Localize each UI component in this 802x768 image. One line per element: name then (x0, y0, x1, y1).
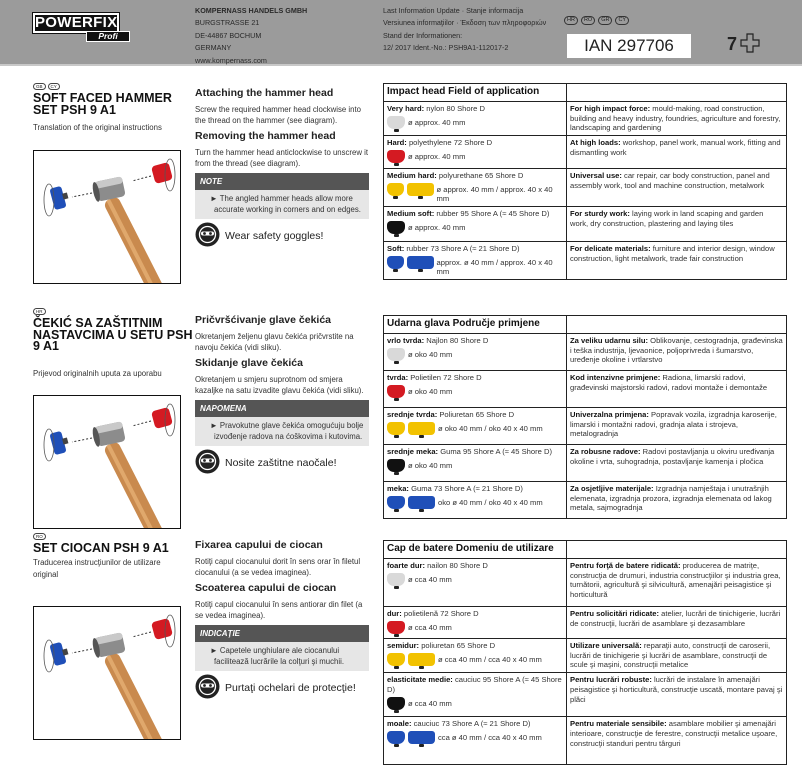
table-row (384, 639, 787, 673)
info-line: Stand der Informationen: (383, 30, 463, 40)
application-lead: For high impact force: (570, 104, 651, 113)
table-heading: Udarna glava Područje primjene (384, 316, 567, 334)
application-cell (567, 334, 787, 371)
language-code: RO (33, 533, 46, 540)
application-lead: Pentru lucrări robuste: (570, 675, 652, 685)
remove-text: Okretanjem u smjeru suprotnom od smjera kazaljke na satu izvadite glavu čekića (vidi sliku). (195, 375, 364, 395)
cap-size: ø cca 40 mm (408, 574, 452, 584)
cap-size: ø cca 40 mm (408, 622, 452, 632)
table-heading: Impact head Field of application (384, 84, 567, 102)
white-hammer-cap-image (387, 348, 405, 361)
cap-swatches (387, 621, 563, 634)
yellow-hammer-cap-image (387, 422, 405, 435)
application-cell (567, 408, 787, 445)
safety-goggles-icon (195, 222, 220, 250)
info-line: Last Information Update · Stanje informacija (383, 6, 524, 15)
cap-size: ø approx. 40 mm / approx. 40 x 40 mm (436, 184, 553, 204)
table-row (384, 241, 787, 279)
note-text: ► The angled hammer heads allow more accurate working in corners and on edges. (195, 190, 369, 219)
attach-text: Screw the required hammer head clockwise into the thread on the hammer (see diagram). (195, 105, 361, 125)
attach-text: Rotiţi capul ciocanului dorit în sens orar în filetul ciocanului (a se vedea imaginea). (195, 557, 361, 577)
hardness-label: dur: (387, 609, 402, 618)
table-heading-empty (567, 316, 787, 334)
company-address (195, 5, 307, 67)
blue-hammer-cap-image (387, 496, 405, 509)
application-cell (567, 639, 787, 673)
application-text: lucrări de instalare în amenajări peisagistice şi horticultură, construcţie uscată, montare pavaj şi plăci (570, 675, 783, 704)
company-name: KOMPERNASS HANDELS GMBH (195, 6, 308, 15)
impact-head-cell (384, 673, 567, 717)
material: rubber 73 Shore A (≈ 21 Shore D) (404, 243, 520, 253)
red-hammer-cap-image (387, 621, 405, 634)
material: polyethylene 72 Shore D (406, 138, 493, 148)
application-lead: For delicate materials: (570, 243, 651, 253)
white-hammer-cap-image (387, 573, 405, 586)
black-hammer-cap-image (387, 221, 405, 234)
plus-outline-icon (740, 33, 760, 53)
cap-size: ø oko 40 mm (408, 349, 453, 359)
goggles-text: Wear safety goggles! (225, 230, 324, 242)
application-cell (567, 136, 787, 169)
application-lead: At high loads: (570, 138, 621, 148)
table-row (384, 408, 787, 445)
hardness-label: Very hard: (387, 104, 425, 113)
material: polyurethane 65 Shore D (436, 171, 524, 181)
cap-swatches (387, 256, 563, 277)
application-cell (567, 445, 787, 482)
impact-head-cell (384, 639, 567, 673)
hammer-diagram (33, 150, 181, 284)
cap-size: approx. ø 40 mm / approx. 40 x 40 mm (436, 257, 553, 277)
table-header (384, 316, 787, 334)
cap-size: ø cca 40 mm / cca 40 x 40 mm (438, 654, 542, 664)
application-lead: Za osjetljive materijale: (570, 484, 654, 493)
hammer-diagram (33, 395, 181, 529)
application-lead: Za robusne radove: (570, 447, 641, 456)
cap-swatches (387, 573, 563, 586)
table-header (384, 541, 787, 559)
cap-swatches (387, 653, 563, 666)
country-code: CY (615, 16, 629, 25)
attach-heading: Pričvršćivanje glave čekića (195, 314, 332, 326)
language-flags (33, 83, 60, 90)
attach-heading: Fixarea capului de ciocan (195, 539, 323, 551)
hardness-label: srednje tvrda: (387, 410, 438, 419)
hardness-label: vrlo tvrda: (387, 336, 425, 345)
cap-swatches (387, 697, 563, 710)
cap-swatches (387, 116, 563, 129)
remove-heading: Skidanje glave čekića (195, 357, 303, 369)
safety-goggles-warning (195, 674, 369, 702)
material: nylon 80 Shore D (424, 104, 485, 113)
yellow-hammer-cap-image (407, 183, 433, 196)
hammer-diagram (33, 606, 181, 740)
material: Polietilen 72 Shore D (408, 373, 482, 382)
impact-head-cell (384, 371, 567, 408)
profi-logo: Profi (86, 31, 130, 42)
impact-head-cell (384, 717, 567, 765)
impact-head-cell (384, 102, 567, 136)
info-line: Versiunea informaţiilor · Έκδοση των πληροφοριών (383, 18, 547, 28)
application-text: asamblare mobilier şi amenajări interioare, construcţie de ferestre, construcţii metalice uşoare, construcţii standuri pentru târguri (570, 719, 778, 748)
cap-size: oko ø 40 mm / oko 40 x 40 mm (438, 497, 543, 507)
yellow-hammer-cap-image (387, 653, 405, 666)
impact-head-cell (384, 206, 567, 241)
hardness-label: meka: (387, 484, 409, 493)
hardness-label: elasticitate medie: (387, 675, 453, 685)
ian-number: IAN 297706 (567, 34, 691, 58)
address-line: BURGSTRASSE 21 (195, 18, 260, 28)
goggles-text: Nosite zaštitne naočale! (225, 457, 337, 469)
material: Guma 73 Shore A (≈ 21 Shore D) (408, 484, 523, 493)
cap-size: ø approx. 40 mm (408, 151, 466, 161)
table-row (384, 673, 787, 717)
language-section (0, 80, 802, 305)
application-text: atelier, lucrări de tinichigerie, lucrări de construcţii, lucrări de asamblare şi dezasamblare (570, 609, 781, 628)
table-row (384, 607, 787, 639)
cap-swatches (387, 221, 563, 234)
application-cell (567, 717, 787, 765)
material: Najlon 80 Shore D (424, 336, 489, 345)
hardness-label: Medium hard: (387, 171, 437, 181)
remove-text: Rotiţi capul ciocanului în sens antiorar din filet (a se vedea imaginea). (195, 600, 363, 620)
impact-head-cell (384, 334, 567, 371)
application-text: furniture and interior design, window construction, light metalwork, trade fair construction (570, 243, 775, 263)
material: Guma 95 Shore A (≈ 45 Shore D) (438, 447, 552, 456)
cap-size: cca ø 40 mm / cca 40 x 40 mm (438, 732, 542, 742)
language-code: HR (33, 308, 46, 315)
language-flags (33, 533, 46, 540)
impact-head-table (383, 315, 787, 519)
application-text: reparaţii auto, construcţii de caroserii, lucrări de tinichigerie şi lucrări de asamblare, construcţii de scule şi maşini, construcţii metalice (570, 641, 771, 670)
blue-hammer-cap-image (408, 731, 435, 744)
language-section (0, 530, 802, 755)
yellow-hammer-cap-image (387, 183, 404, 196)
impact-head-cell (384, 445, 567, 482)
ident-number: 12/ 2017 Ident.-No.: PSH9A1-112017-2 (383, 43, 509, 53)
yellow-hammer-cap-image (408, 653, 435, 666)
application-lead: Utilizare universală: (570, 641, 642, 650)
cap-swatches (387, 422, 563, 435)
instructions (195, 86, 369, 250)
hardness-label: srednje meka: (387, 447, 439, 456)
application-cell (567, 169, 787, 207)
cap-size: ø oko 40 mm / oko 40 x 40 mm (438, 423, 543, 433)
material: cauciuc 73 Shore A (≈ 21 Shore D) (411, 719, 531, 729)
impact-head-cell (384, 241, 567, 279)
application-lead: Pentru materiale sensibile: (570, 719, 667, 729)
subtitle: Prijevod originalnih uputa za uporabu (33, 369, 162, 378)
application-lead: Univerzalna primjena: (570, 410, 649, 419)
hardness-label: foarte dur: (387, 561, 425, 570)
black-hammer-cap-image (387, 697, 405, 710)
table-heading-empty (567, 84, 787, 102)
language-section (0, 305, 802, 530)
application-text: car repair, car body construction, panel and assembly work, tool and machine construction, metalwork (570, 171, 770, 190)
material: Poliuretan 65 Shore D (437, 410, 515, 419)
page-number: 7 (727, 34, 738, 54)
remove-heading: Removing the hammer head (195, 130, 336, 142)
table-heading-empty (567, 541, 787, 559)
hardness-label: Medium soft: (387, 208, 435, 218)
application-lead: Pentru solicitări ridicate: (570, 609, 660, 618)
safety-goggles-warning (195, 222, 369, 250)
application-text: Oblikovanje, cestogradnja, građevinska i teška industrija, ljevaonice, poljoprivreda i šumarstvo, uređenje okoline i vrtlarstvo (570, 336, 783, 365)
impact-head-cell (384, 607, 567, 639)
country-code: HR (564, 16, 578, 25)
instructions (195, 313, 369, 477)
application-cell (567, 482, 787, 519)
application-cell (567, 102, 787, 136)
product-title: SET CIOCAN PSH 9 A1 (33, 541, 169, 555)
material: cauciuc 95 Shore A (≈ 45 Shore D) (387, 675, 562, 694)
subtitle: Translation of the original instructions (33, 123, 162, 132)
country-codes (564, 16, 629, 25)
application-lead: For sturdy work: (570, 208, 630, 218)
hardness-label: tvrda: (387, 373, 409, 382)
blue-hammer-cap-image (387, 256, 404, 269)
table-row (384, 482, 787, 519)
application-cell (567, 206, 787, 241)
product-title: ČEKIĆ SA ZAŠTITNIM NASTAVCIMA U SETU PSH 9 A1 (33, 316, 193, 353)
table-row (384, 559, 787, 607)
application-text: Izgradnja namještaja i unutrašnjih elemenata, izgradnja prozora, izgradnja elemenata od lakog metala, sajmogradnja (570, 484, 772, 513)
white-hammer-cap-image (387, 116, 405, 129)
language-code: GB (33, 83, 46, 90)
cap-swatches (387, 150, 563, 163)
cap-size: ø approx. 40 mm (408, 222, 466, 232)
application-text: laying work in land scaping and garden work, dry construction, plastering and laying tiles (570, 208, 764, 228)
table-row (384, 371, 787, 408)
cap-size: ø oko 40 mm (408, 386, 453, 396)
application-text: Popravak vozila, izgradnja karoserije, limarski i montažni radovi, gradnja alata i strojeva, metalogradnja (570, 410, 777, 439)
application-lead: Kod intenzivne primjene: (570, 373, 661, 382)
address-line: GERMANY (195, 43, 232, 53)
application-lead: Universal use: (570, 171, 622, 181)
goggles-text: Purtaţi ochelari de protecţie! (225, 682, 356, 694)
cap-swatches (387, 348, 563, 361)
application-cell (567, 371, 787, 408)
blue-hammer-cap-image (387, 731, 405, 744)
material: rubber 95 Shore A (≈ 45 Shore D) (434, 208, 550, 218)
material: nailon 80 Shore D (424, 561, 488, 570)
page-header (0, 0, 802, 66)
language-flags (33, 308, 46, 315)
hardness-label: semidur: (387, 641, 420, 650)
safety-goggles-warning (195, 449, 369, 477)
application-text: workshop, panel work, manual work, fitting and dismantling work (570, 138, 781, 157)
cap-size: ø cca 40 mm (408, 698, 452, 708)
subtitle: Traducerea instrucţiunilor de utilizare original (33, 558, 161, 579)
blue-hammer-cap-image (408, 496, 435, 509)
hardness-label: Hard: (387, 138, 407, 148)
remove-text: Turn the hammer head anticlockwise to unscrew it from the thread (see diagram). (195, 148, 369, 168)
application-cell (567, 607, 787, 639)
note-title: NOTE (195, 173, 369, 190)
yellow-hammer-cap-image (408, 422, 435, 435)
cap-swatches (387, 183, 563, 204)
black-hammer-cap-image (387, 459, 405, 472)
powerfix-logo: POWERFIX (35, 14, 118, 31)
table-row (384, 169, 787, 207)
application-cell (567, 559, 787, 607)
safety-goggles-icon (195, 674, 220, 702)
table-row (384, 136, 787, 169)
impact-head-cell (384, 559, 567, 607)
cap-swatches (387, 459, 563, 472)
impact-head-cell (384, 408, 567, 445)
blue-hammer-cap-image (407, 256, 433, 269)
application-text: producerea de matriţe, construcţia de drumuri, industria construcţiilor şi industria grea, turnătorii, agricultură şi silvicultură, amenajări peisagistice şi horticultură (570, 561, 781, 600)
table-row (384, 206, 787, 241)
country-code: GR (598, 16, 612, 25)
application-cell (567, 673, 787, 717)
impact-head-cell (384, 169, 567, 207)
cap-swatches (387, 731, 563, 744)
cap-swatches (387, 496, 563, 509)
application-text: Radovi postavljanja u okviru uređivanja okoline i vrta, suhogradnja, postavljanje kamenja i pločica (570, 447, 775, 466)
hardness-label: Soft: (387, 243, 405, 253)
impact-head-table (383, 83, 787, 280)
application-lead: Pentru forţă de batere ridicată: (570, 561, 681, 570)
attach-heading: Attaching the hammer head (195, 87, 334, 99)
impact-head-table (383, 540, 787, 765)
red-hammer-cap-image (387, 150, 405, 163)
material: poliuretan 65 Shore D (419, 641, 496, 650)
language-code: CY (48, 83, 60, 90)
application-lead: Za veliku udarnu silu: (570, 336, 649, 345)
impact-head-cell (384, 136, 567, 169)
information-update (383, 5, 546, 55)
table-heading: Cap de batere Domeniu de utilizare (384, 541, 567, 559)
website-link[interactable]: www.kompernass.com (195, 55, 267, 65)
hardness-label: moale: (387, 719, 412, 729)
impact-head-cell (384, 482, 567, 519)
cap-size: ø oko 40 mm (408, 460, 453, 470)
table-row (384, 445, 787, 482)
material: polietilenă 72 Shore D (401, 609, 479, 618)
note-title: NAPOMENA (195, 400, 369, 417)
instructions (195, 538, 369, 702)
cap-size: ø approx. 40 mm (408, 117, 466, 127)
note-text: ► Pravokutne glave čekića omogućuju bolje izvođenje radova na ćoškovima i kutovima. (195, 417, 369, 446)
address-line: DE-44867 BOCHUM (195, 30, 262, 40)
application-cell (567, 241, 787, 279)
product-title: SOFT FACED HAMMER SET PSH 9 A1 (33, 91, 172, 117)
cap-swatches (387, 385, 563, 398)
table-row (384, 717, 787, 765)
application-text: mould-making, road construction, building and heavy industry, foundries, agriculture and forestry, landscaping and gardening (570, 104, 781, 133)
application-text: Radiona, limarski radovi, građevinski majstorski radovi, radovi montaže i demontaže (570, 373, 768, 392)
note-text: ► Capetele unghiulare ale ciocanului facilitează lucrările la colţuri şi muchii. (195, 642, 369, 671)
safety-goggles-icon (195, 449, 220, 477)
table-row (384, 334, 787, 371)
attach-text: Okretanjem željenu glavu čekića pričvrstite na navoju čekića (vidi sliku). (195, 332, 354, 352)
note-title: INDICAŢIE (195, 625, 369, 642)
red-hammer-cap-image (387, 385, 405, 398)
table-header (384, 84, 787, 102)
country-code: RO (581, 16, 595, 25)
remove-heading: Scoaterea capului de ciocan (195, 582, 337, 594)
table-row (384, 102, 787, 136)
